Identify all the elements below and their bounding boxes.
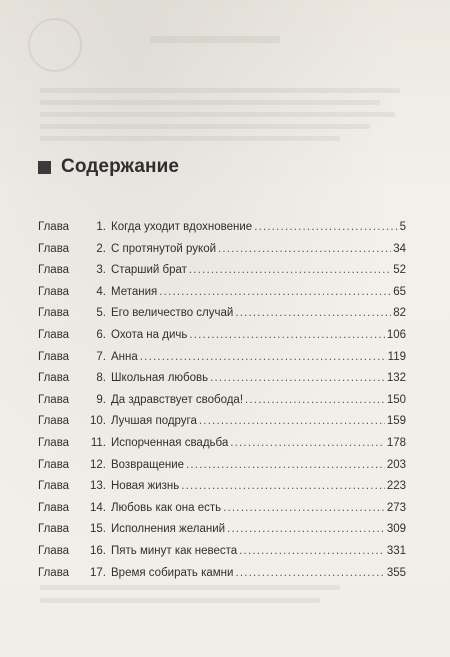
chapter-label: Глава [38, 415, 70, 428]
chapter-title: С протянутой рукой [111, 242, 217, 255]
chapter-title: Возвращение [111, 458, 185, 471]
toc-entry [38, 437, 406, 459]
chapter-title: Время собирать камни [111, 566, 234, 579]
dot-leader [245, 394, 385, 406]
chapter-title: Анна [111, 350, 138, 363]
chapter-label: Глава [38, 307, 70, 320]
page-number: 119 [387, 350, 406, 363]
toc-entry [38, 567, 406, 589]
toc-entry [38, 480, 406, 502]
chapter-label: Глава [38, 458, 70, 471]
page-number: 273 [386, 501, 406, 514]
toc-entry [38, 459, 406, 481]
chapter-label: Глава [38, 566, 70, 579]
chapter-number: 12. [90, 458, 106, 471]
toc-entry [38, 329, 406, 351]
chapter-title: Любовь как она есть [111, 501, 222, 514]
chapter-label: Глава [38, 544, 70, 557]
dot-leader [186, 459, 385, 471]
chapter-number: 9. [96, 393, 106, 406]
chapter-number: 6. [96, 328, 106, 341]
toc-heading [38, 156, 179, 178]
chapter-title: Охота на дичь [111, 328, 188, 341]
bleed-through-header [150, 36, 280, 43]
toc-entry [38, 351, 406, 373]
dot-leader [218, 243, 391, 255]
chapter-label: Глава [38, 328, 70, 341]
chapter-title: Метания [111, 285, 158, 298]
chapter-number: 14. [90, 501, 106, 514]
chapter-title: Когда уходит вдохновение [111, 221, 253, 233]
toc-entry [38, 523, 406, 545]
page-number: 355 [386, 566, 406, 579]
chapter-title: Испорченная свадьба [111, 436, 229, 449]
bleed-through-line [40, 124, 370, 129]
chapter-number: 17. [90, 566, 106, 579]
chapter-number: 7. [96, 350, 106, 363]
bleed-through-seal [28, 18, 82, 72]
dot-leader [230, 437, 385, 449]
dot-leader [235, 307, 391, 319]
chapter-number: 4. [96, 285, 106, 298]
page-number: 5 [399, 221, 406, 233]
dot-leader [199, 415, 385, 427]
toc-entry [38, 221, 406, 243]
dot-leader [235, 567, 384, 579]
chapter-title: Пять минут как невеста [111, 544, 238, 557]
chapter-title: Да здравствует свобода! [111, 393, 244, 406]
chapter-number: 3. [96, 264, 106, 277]
chapter-title: Исполнения желаний [111, 523, 226, 536]
bleed-through-line [40, 88, 400, 93]
chapter-number: 1. [96, 221, 106, 233]
page-number: 34 [393, 242, 406, 255]
chapter-number: 16. [90, 544, 106, 557]
page-number: 178 [386, 436, 406, 449]
toc-entry [38, 545, 406, 567]
chapter-title: Старший брат [111, 264, 187, 277]
chapter-title: Новая жизнь [111, 480, 180, 493]
table-of-contents [38, 221, 406, 588]
bleed-through-line [40, 598, 320, 603]
page-number: 150 [386, 393, 406, 406]
page-number: 309 [386, 523, 406, 536]
page-number: 52 [393, 264, 406, 277]
chapter-label: Глава [38, 264, 70, 277]
dot-leader [254, 221, 397, 233]
chapter-label: Глава [38, 523, 70, 536]
heading-square-icon [38, 161, 51, 174]
dot-leader [239, 545, 385, 557]
chapter-title: Школьная любовь [111, 372, 209, 385]
chapter-label: Глава [38, 436, 70, 449]
chapter-title: Лучшая подруга [111, 415, 197, 428]
chapter-number: 2. [96, 242, 106, 255]
chapter-label: Глава [38, 221, 70, 233]
chapter-label: Глава [38, 393, 70, 406]
dot-leader [189, 264, 391, 276]
page-title: Содержание [61, 156, 180, 177]
toc-entry [38, 243, 406, 265]
chapter-label: Глава [38, 285, 70, 298]
page-number: 132 [386, 372, 406, 385]
toc-entry [38, 502, 406, 524]
toc-entry [38, 264, 406, 286]
bleed-through-line [40, 112, 395, 117]
page-number: 65 [393, 285, 406, 298]
page-number: 331 [386, 544, 406, 557]
toc-entry [38, 415, 406, 437]
dot-leader [227, 523, 385, 535]
chapter-label: Глава [38, 372, 70, 385]
dot-leader [223, 502, 385, 514]
dot-leader [181, 480, 385, 492]
chapter-number: 13. [90, 480, 106, 493]
chapter-number: 11. [90, 436, 106, 449]
dot-leader [189, 329, 384, 341]
page-number: 203 [386, 458, 406, 471]
chapter-label: Глава [38, 242, 70, 255]
page-number: 106 [386, 328, 406, 341]
bleed-through-line [40, 100, 380, 105]
chapter-label: Глава [38, 350, 70, 363]
page-number: 82 [393, 307, 406, 320]
toc-entry [38, 286, 406, 308]
page-number: 223 [386, 480, 406, 493]
page-number: 159 [386, 415, 406, 428]
dot-leader [210, 372, 385, 384]
toc-entry [38, 307, 406, 329]
chapter-number: 5. [96, 307, 106, 320]
toc-entry [38, 372, 406, 394]
chapter-number: 8. [96, 372, 106, 385]
chapter-number: 15. [90, 523, 106, 536]
dot-leader [140, 351, 386, 363]
chapter-label: Глава [38, 501, 70, 514]
dot-leader [159, 286, 391, 298]
bleed-through-line [40, 136, 340, 141]
toc-entry [38, 394, 406, 416]
chapter-title: Его величество случай [111, 307, 234, 320]
chapter-number: 10. [90, 415, 106, 428]
chapter-label: Глава [38, 480, 70, 493]
